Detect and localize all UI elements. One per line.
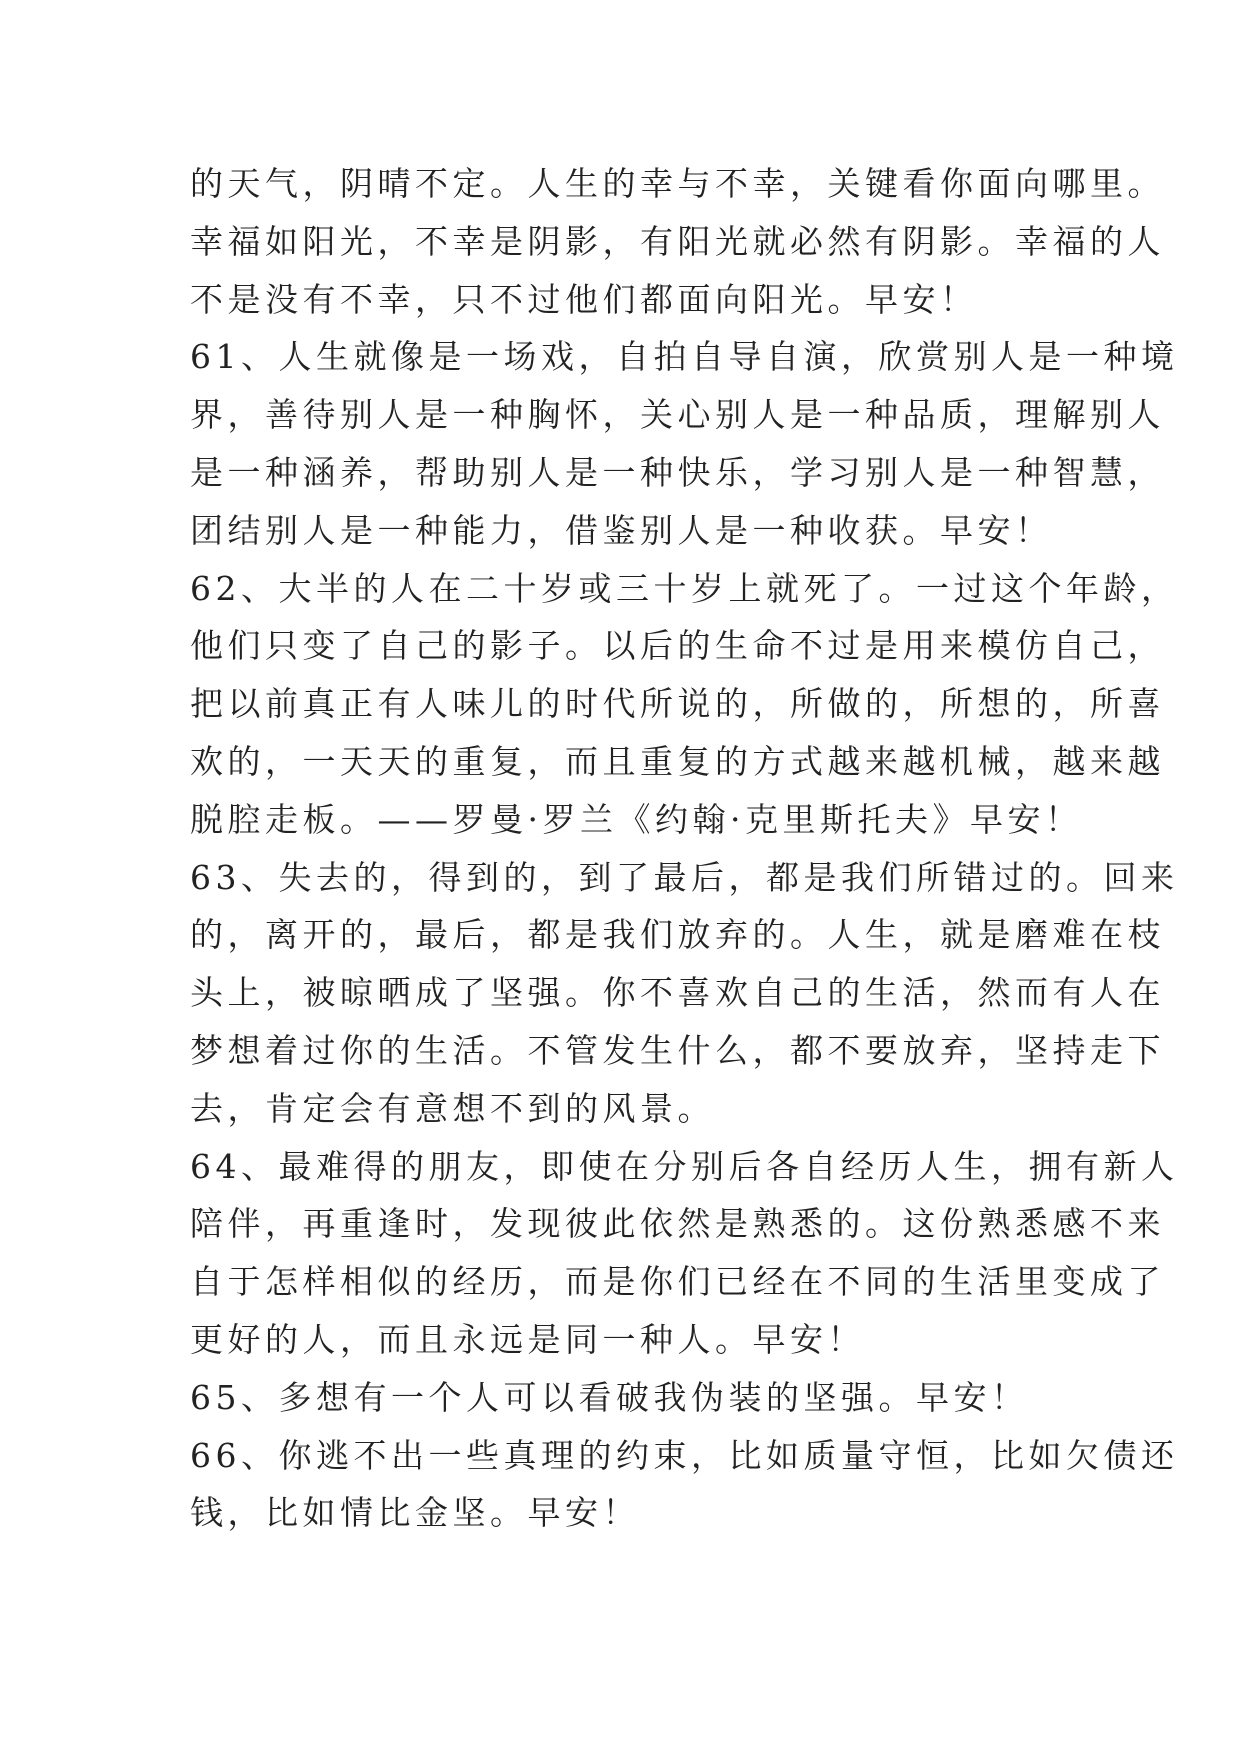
text-line: 的，离开的，最后，都是我们放弃的。人生，就是磨难在枝: [190, 915, 1165, 955]
text-line: 62、大半的人在二十岁或三十岁上就死了。一过这个年龄，: [190, 568, 1179, 608]
text-line: 去，肯定会有意想不到的风景。: [190, 1088, 715, 1128]
text-line: 梦想着过你的生活。不管发生什么，都不要放弃，坚持走下: [190, 1030, 1165, 1070]
text-line: 团结别人是一种能力，借鉴别人是一种收获。早安！: [190, 510, 1053, 550]
text-line: 66、你逃不出一些真理的约束，比如质量守恒，比如欠债还: [190, 1435, 1179, 1475]
text-line: 陪伴，再重逢时，发现彼此依然是熟悉的。这份熟悉感不来: [190, 1204, 1165, 1244]
text-line: 界，善待别人是一种胸怀，关心别人是一种品质，理解别人: [190, 395, 1165, 435]
text-line: 他们只变了自己的影子。以后的生命不过是用来模仿自己，: [190, 626, 1165, 666]
text-line: 不是没有不幸，只不过他们都面向阳光。早安！: [190, 279, 978, 319]
text-line: 的天气，阴晴不定。人生的幸与不幸，关键看你面向哪里。: [190, 164, 1165, 203]
text-line: 更好的人，而且永远是同一种人。早安！: [190, 1319, 865, 1359]
text-line: 是一种涵养，帮助别人是一种快乐，学习别人是一种智慧，: [190, 452, 1165, 492]
text-line: 64、最难得的朋友，即使在分别后各自经历人生，拥有新人: [190, 1146, 1179, 1186]
body-text: [190, 155, 1179, 1542]
text-line: 钱，比如情比金坚。早安！: [190, 1493, 640, 1533]
text-line: 61、人生就像是一场戏，自拍自导自演，欣赏别人是一种境: [190, 337, 1179, 377]
text-line: 脱腔走板。——罗曼·罗兰《约翰·克里斯托夫》早安！: [190, 799, 1083, 839]
text-line: 63、失去的，得到的，到了最后，都是我们所错过的。回来: [190, 857, 1179, 897]
text-line: 幸福如阳光，不幸是阴影，有阳光就必然有阴影。幸福的人: [190, 221, 1165, 261]
text-line: 头上，被晾晒成了坚强。你不喜欢自己的生活，然而有人在: [190, 973, 1165, 1013]
text-line: 把以前真正有人味儿的时代所说的，所做的，所想的，所喜: [190, 684, 1165, 724]
text-line: 65、多想有一个人可以看破我伪装的坚强。早安！: [190, 1377, 1029, 1417]
text-line: 自于怎样相似的经历，而是你们已经在不同的生活里变成了: [190, 1262, 1165, 1302]
text-line: 欢的，一天天的重复，而且重复的方式越来越机械，越来越: [190, 741, 1165, 781]
